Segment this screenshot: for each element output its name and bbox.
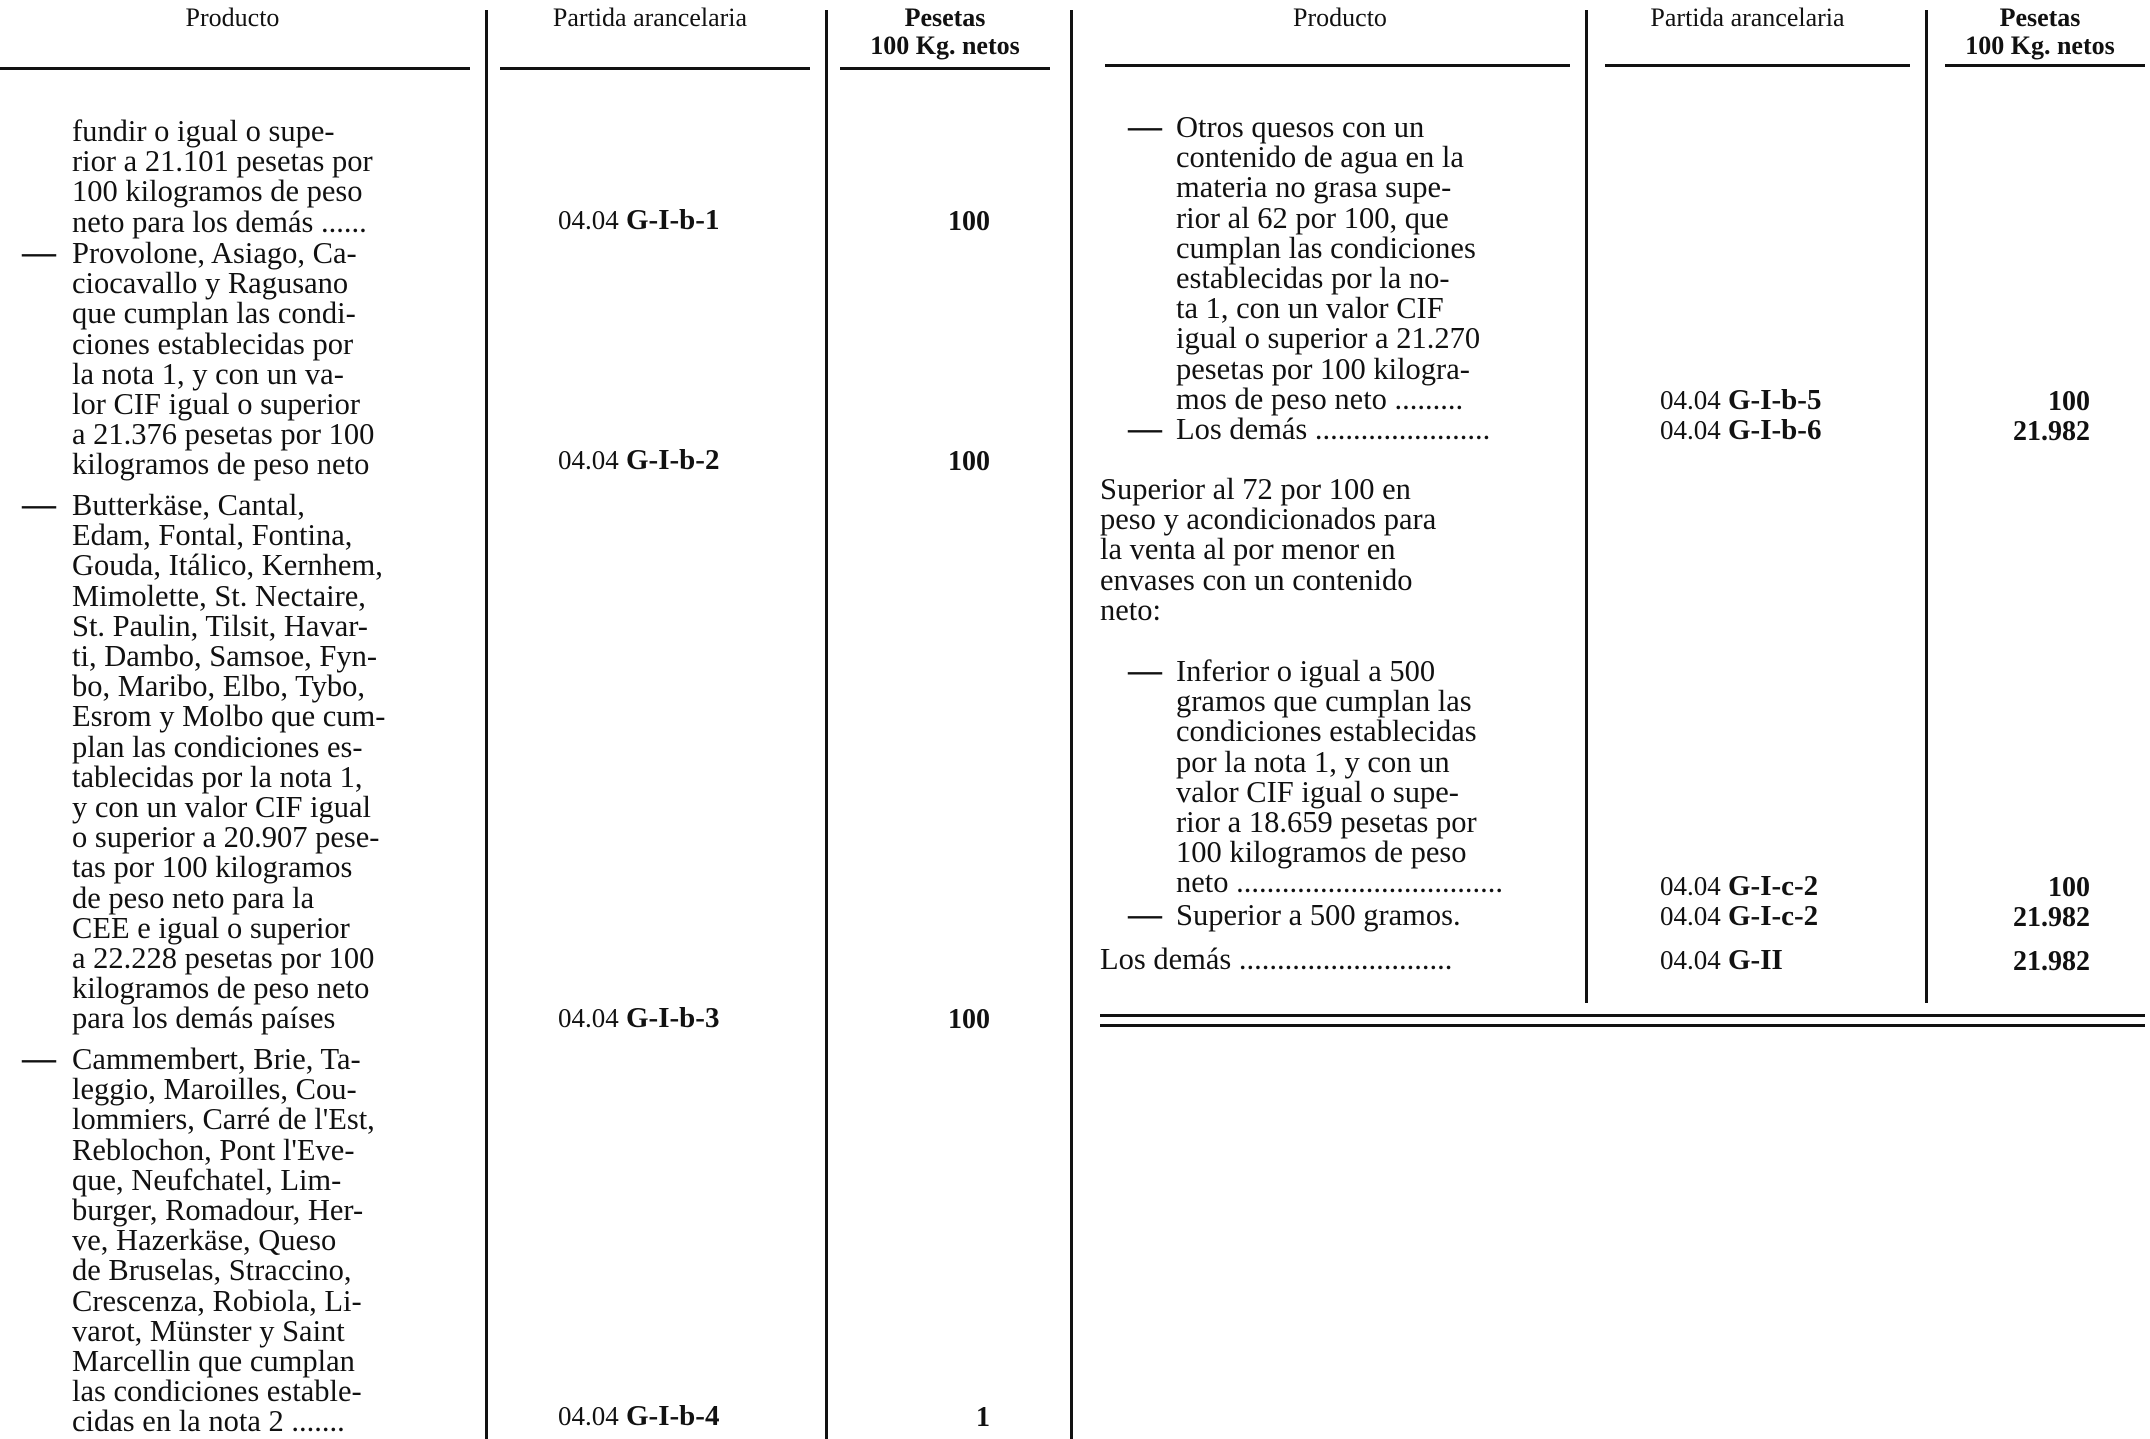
left-entry-4-text: Cammembert, Brie, Ta- leggio, Maroilles, Cou- lommiers, Carré de l'Est, Reblochon, Pont l'Eve- que, Neufchatel, Lim- burger, Romadour, Her- ve, Hazerkäse, Queso de Bruselas, Straccino, Crescenza, Robiola, Li- varot, Münster y Saint Marcellin que cumplan las condiciones estable- cidas en la nota 2 ....... <box>72 1042 375 1439</box>
left-entry-3-code-prefix: 04.04 <box>558 1003 619 1033</box>
left-entry-2-value: 100 <box>948 446 990 477</box>
left-entry-4-code-prefix: 04.04 <box>558 1401 619 1431</box>
header-pesetas-right-line2: 100 Kg. netos <box>1965 31 2115 60</box>
header-pesetas-right-line1: Pesetas <box>1999 3 2081 32</box>
right-entry-4-code <box>1660 870 1818 903</box>
right-entry-3-text: Superior al 72 por 100 en peso y acondicionados para la venta al por menor en envases con un contenido neto: <box>1100 472 1437 627</box>
right-entry-4-dash: — <box>1128 652 1162 689</box>
right-entry-4-code-suffix: G-I-c-2 <box>1728 870 1819 902</box>
divider-right-1 <box>1585 10 1588 1003</box>
left-entry-2-code-suffix: G-I-b-2 <box>626 444 720 476</box>
left-entry-1-code-suffix: G-I-b-1 <box>626 204 720 236</box>
left-entry-3-code <box>558 1002 719 1035</box>
divider-left-1 <box>485 10 488 1439</box>
left-entry-2-text: Provolone, Asiago, Ca- ciocavallo y Ragusano que cumplan las condi- ciones establecidas por la nota 1, y con un va- lor CIF igual o superior a 21.376 pesetas por 100 kilogramos de peso neto <box>72 236 375 482</box>
header-producto-left: Producto <box>185 3 280 32</box>
right-entry-2-code-suffix: G-I-b-6 <box>1728 414 1822 446</box>
right-entry-2-value: 21.982 <box>2013 416 2090 447</box>
header-rule-left-2 <box>500 67 810 70</box>
right-entry-6-value: 21.982 <box>2013 946 2090 977</box>
closing-rule-1 <box>1100 1014 2145 1017</box>
right-entry-2-code-prefix: 04.04 <box>1660 415 1721 445</box>
left-entry-3-dash: — <box>22 486 56 523</box>
left-entry-1-value: 100 <box>948 206 990 237</box>
header-rule-right-3 <box>1945 64 2145 67</box>
right-entry-6-code-prefix: 04.04 <box>1660 945 1721 975</box>
right-entry-5-code-prefix: 04.04 <box>1660 901 1721 931</box>
right-entry-5-dash: — <box>1128 896 1162 933</box>
left-entry-4-code <box>558 1400 719 1433</box>
closing-rule-2 <box>1100 1024 2145 1027</box>
right-entry-5-text: Superior a 500 gramos. <box>1176 898 1461 932</box>
right-entry-4-text: Inferior o igual a 500 gramos que cumplan las condiciones establecidas por la nota 1, y con un valor CIF igual o supe- rior a 18.659 pesetas por 100 kilogramos de peso neto ................................... <box>1176 654 1504 900</box>
header-partida-left: Partida arancelaria <box>552 3 748 32</box>
right-entry-4-code-prefix: 04.04 <box>1660 871 1721 901</box>
header-pesetas-left-line2: 100 Kg. netos <box>870 31 1020 60</box>
left-entry-2-code-prefix: 04.04 <box>558 445 619 475</box>
header-rule-right-2 <box>1605 64 1910 67</box>
header-rule-right-1 <box>1105 64 1570 67</box>
right-entry-2-code <box>1660 414 1821 447</box>
right-entry-6-text: Los demás ............................ <box>1100 942 1453 976</box>
right-entry-1-dash: — <box>1128 108 1162 145</box>
header-partida-right: Partida arancelaria <box>1650 3 1845 32</box>
divider-right-2 <box>1925 10 1928 1003</box>
divider-left-2 <box>825 10 828 1439</box>
left-entry-4-value: 1 <box>976 1402 990 1433</box>
header-pesetas-left <box>830 4 1060 60</box>
header-producto-right: Producto <box>1293 3 1387 32</box>
header-pesetas-left-line1: Pesetas <box>904 3 986 32</box>
left-entry-2-dash: — <box>22 234 56 271</box>
right-entry-1-code-prefix: 04.04 <box>1660 385 1721 415</box>
right-entry-5-value: 21.982 <box>2013 902 2090 933</box>
left-entry-3-value: 100 <box>948 1004 990 1035</box>
right-entry-2-dash: — <box>1128 410 1162 447</box>
right-entry-1-text: Otros quesos con un contenido de agua en la materia no grasa supe- rior al 62 por 100, que cumplan las condiciones establecidas por la no- ta 1, con un valor CIF igual o superior a 21.270 pesetas por 100 kilogra- mos de peso neto ......... <box>1176 110 1481 416</box>
right-entry-5-code-suffix: G-I-c-2 <box>1728 900 1819 932</box>
left-entry-3-code-suffix: G-I-b-3 <box>626 1002 720 1034</box>
right-entry-6-code-suffix: G-II <box>1728 944 1783 976</box>
left-entry-2-code <box>558 444 719 477</box>
left-entry-4-code-suffix: G-I-b-4 <box>626 1400 720 1432</box>
left-entry-1-code <box>558 204 719 237</box>
divider-center <box>1070 10 1073 1439</box>
right-entry-5-code <box>1660 900 1818 933</box>
right-entry-1-value: 100 <box>2048 386 2090 417</box>
right-entry-1-code-suffix: G-I-b-5 <box>1728 384 1822 416</box>
header-rule-left-1 <box>0 67 470 70</box>
left-entry-1-text: fundir o igual o supe- rior a 21.101 pesetas por 100 kilogramos de peso neto para los demás ...... <box>72 114 373 239</box>
right-entry-4-value: 100 <box>2048 872 2090 903</box>
right-entry-2-text: Los demás ....................... <box>1176 412 1491 446</box>
left-entry-3-text: Butterkäse, Cantal, Edam, Fontal, Fontina, Gouda, Itálico, Kernhem, Mimolette, St. Nectaire, St. Paulin, Tilsit, Havar- ti, Dambo, Samsoe, Fyn- bo, Maribo, Elbo, Tybo, Esrom y Molbo que cum- plan las condiciones es- tablecidas por la nota 1, y con un valor CIF igual o superior a 20.907 pese- tas por 100 kilogramos de peso neto para la CEE e igual o superior a 22.228 pesetas por 100 kilogramos de peso neto para los demás países <box>72 488 386 1036</box>
right-entry-6-code <box>1660 944 1783 977</box>
left-entry-1-code-prefix: 04.04 <box>558 205 619 235</box>
header-pesetas-right <box>1930 4 2150 60</box>
left-entry-4-dash: — <box>22 1040 56 1077</box>
header-rule-left-3 <box>840 67 1050 70</box>
right-entry-1-code <box>1660 384 1821 417</box>
